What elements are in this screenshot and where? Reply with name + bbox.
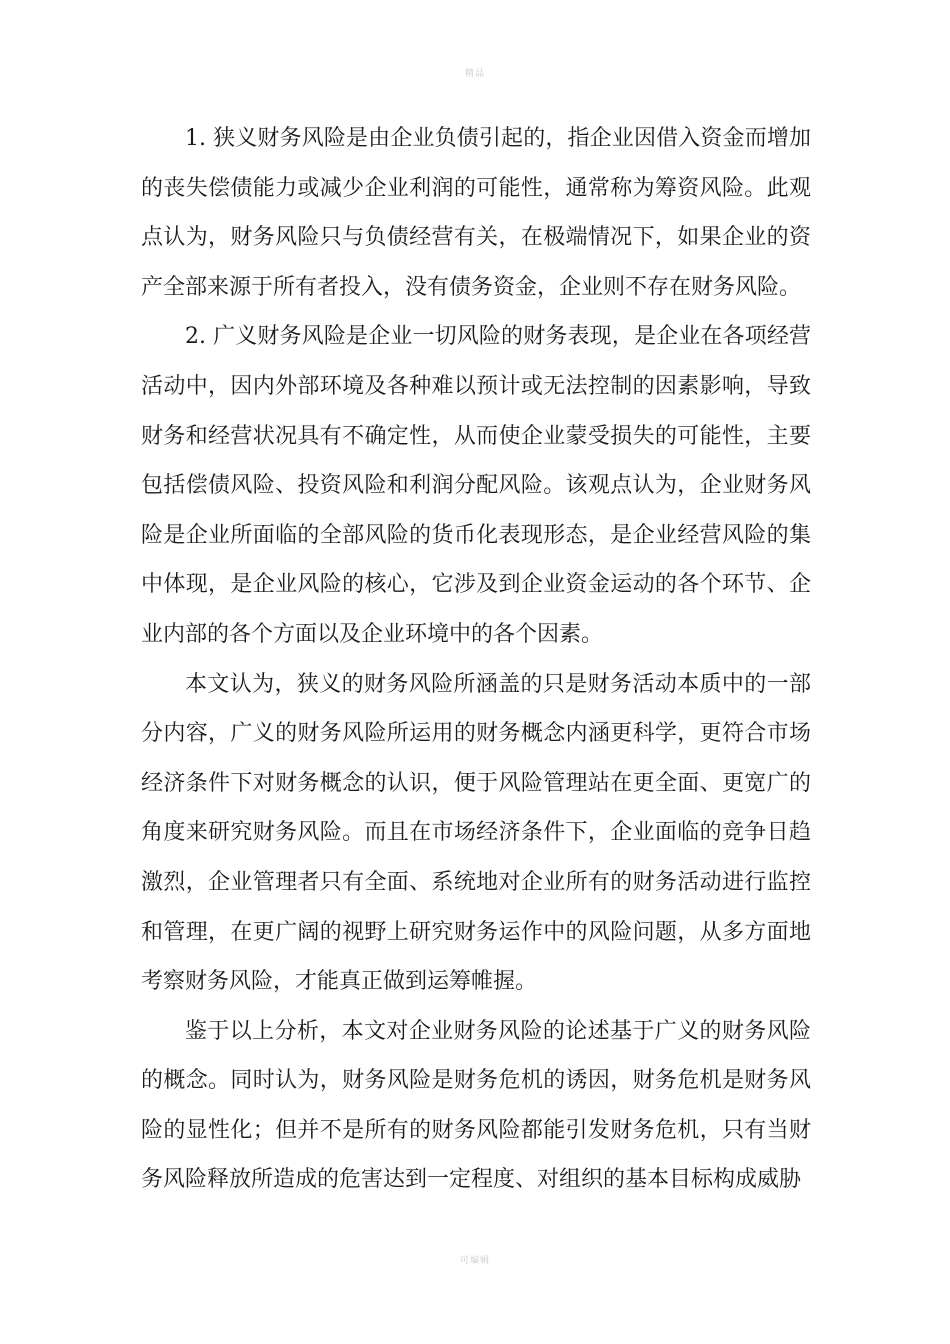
paragraph-conclusion: 鉴于以上分析，本文对企业财务风险的论述基于广义的财务风险的概念。同时认为，财务风险是财务危机的诱因，财务危机是财务风险的显性化；但并不是所有的财务风险都能引发财务危机，只有当财务风险释放所造成的危害达到一定程度、对组织的基本目标构成威胁 xyxy=(141,1018,811,1193)
footer-watermark: 可编辑 xyxy=(459,1256,490,1266)
paragraph-author-view: 本文认为，狭义的财务风险所涵盖的只是财务活动本质中的一部分内容，广义的财务风险所运用的财务概念内涵更科学，更符合市场经济条件下对财务概念的认识，便于风险管理站在更全面、更宽广的角度来研究财务风险。而且在市场经济条件下，企业面临的竞争日趋激烈，企业管理者只有全面、系统地对企业所有的财务活动进行监控和管理，在更广阔的视野上研究财务运作中的风险问题，从多方面地考察财务风险，才能真正做到运筹帷握。 xyxy=(141,671,811,995)
paragraph-broad-definition: 2. 广义财务风险是企业一切风险的财务表现，是企业在各项经营活动中，因内外部环境及各种难以预计或无法控制的因素影响，导致财务和经营状况具有不确定性，从而使企业蒙受损失的可能性，主要包括偿债风险、投资风险和利润分配风险。该观点认为，企业财务风险是企业所面临的全部风险的货币化表现形态，是企业经营风险的集中体现，是企业风险的核心，它涉及到企业资金运动的各个环节、企业内部的各个方面以及企业环境中的各个因素。 xyxy=(141,324,811,647)
paragraph-narrow-definition: 1. 狭义财务风险是由企业负债引起的，指企业因借入资金而增加的丧失偿债能力或减少企业利润的可能性，通常称为筹资风险。此观点认为，财务风险只与负债经营有关，在极端情况下，如果企业的资产全部来源于所有者投入，没有债务资金，企业则不存在财务风险。 xyxy=(141,126,811,300)
document-body xyxy=(141,114,811,1205)
header-watermark: 精品 xyxy=(464,69,485,79)
